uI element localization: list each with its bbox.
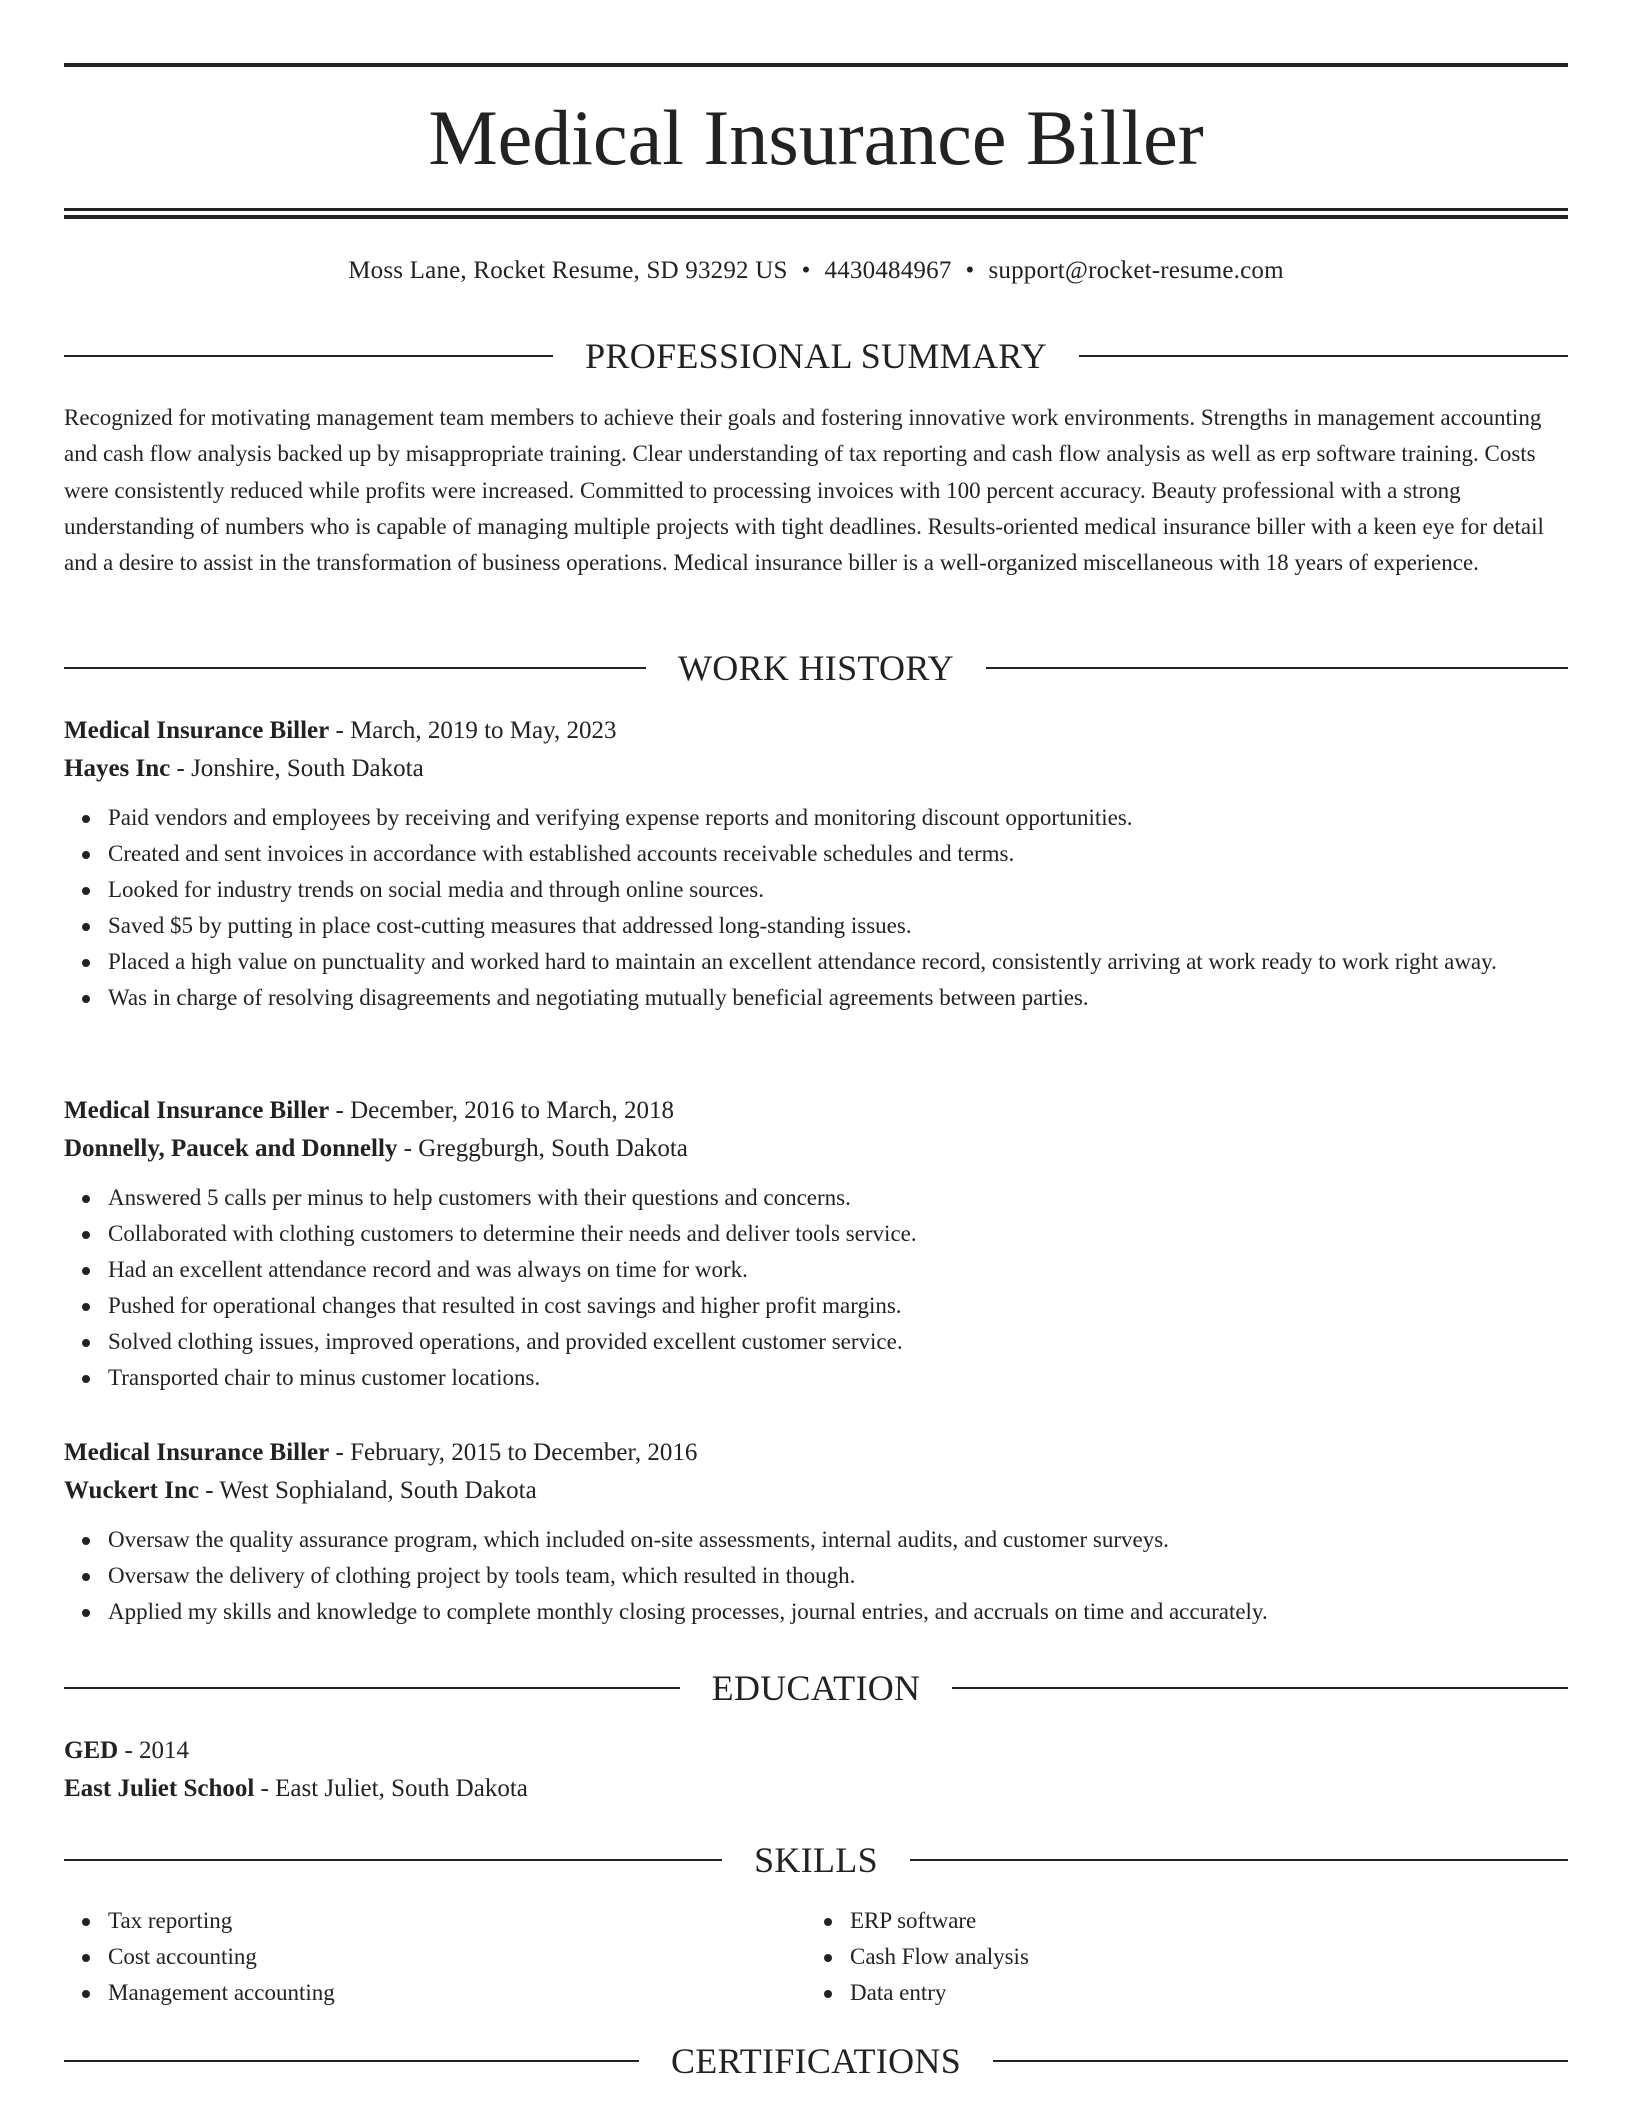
section-rule xyxy=(64,667,646,669)
contact-email: support@rocket-resume.com xyxy=(988,257,1284,284)
summary-text: Recognized for motivating management team members to achieve their goals and fostering innovative work environments. Strengths in management accounting and cash flow analysis backed up by misappropriate training. Clear understanding of tax reporting and cash flow analysis as well as erp software training. Costs were consistently reduced while profits were increased. Committed to processing invoices with 100 percent accuracy. Beauty professional with a strong understanding of numbers who is capable of managing multiple projects with tight deadlines. Results-oriented medical insurance biller with a keen eye for detail and a desire to assist in the transformation of business operations. Medical insurance biller is a well-organized miscellaneous with 18 years of experience. xyxy=(64,405,1544,576)
skills-column-left xyxy=(64,1903,806,2011)
section-title: CERTIFICATIONS xyxy=(670,2041,962,2081)
skill-item: Data entry xyxy=(850,1975,1548,2011)
job-title-line xyxy=(64,1434,1568,1472)
contact-line xyxy=(64,254,1568,288)
skill-item: Tax reporting xyxy=(108,1903,806,1939)
education-degree: GED xyxy=(64,1737,119,1764)
section-rule xyxy=(993,2060,1568,2062)
list-item: Placed a high value on punctuality and worked hard to maintain an excellent attendance record, consistently arriving at work ready to work right away. xyxy=(108,944,1568,980)
job-location: - Greggburgh, South Dakota xyxy=(397,1135,688,1162)
section-title: PROFESSIONAL SUMMARY xyxy=(585,336,1047,376)
contact-address: Moss Lane, Rocket Resume, SD 93292 US xyxy=(348,257,788,284)
list-item: Paid vendors and employees by receiving and verifying expense reports and monitoring discount opportunities. xyxy=(108,800,1568,836)
list-item: Collaborated with clothing customers to determine their needs and deliver tools service. xyxy=(108,1216,1568,1252)
job-dates: - March, 2019 to May, 2023 xyxy=(329,717,617,744)
skill-item: ERP software xyxy=(850,1903,1548,1939)
section-rule xyxy=(64,2060,639,2062)
list-item: Applied my skills and knowledge to complete monthly closing processes, journal entries, and accruals on time and accurately. xyxy=(108,1594,1568,1630)
job-title: Medical Insurance Biller xyxy=(64,1097,330,1124)
section-rule xyxy=(64,355,553,357)
contact-phone: 4430484967 xyxy=(824,257,952,284)
section-heading-certifications xyxy=(64,2039,1568,2083)
list-item: Had an excellent attendance record and was always on time for work. xyxy=(108,1252,1568,1288)
page-title: Medical Insurance Biller xyxy=(428,94,1204,181)
education-school: East Juliet School xyxy=(64,1775,255,1802)
section-rule xyxy=(1079,355,1568,357)
section-title: SKILLS xyxy=(754,1840,878,1880)
job-company-line xyxy=(64,1130,1568,1168)
job-entry xyxy=(64,712,1568,1016)
contact-separator: • xyxy=(965,257,975,284)
job-company-line xyxy=(64,1472,1568,1510)
skills-list xyxy=(64,1903,1568,2011)
list-item: Created and sent invoices in accordance with established accounts receivable schedules and terms. xyxy=(108,836,1568,872)
job-bullets xyxy=(64,1522,1568,1630)
job-company: Hayes Inc xyxy=(64,755,171,782)
list-item: Looked for industry trends on social media and through online sources. xyxy=(108,872,1568,908)
section-rule xyxy=(952,1687,1568,1689)
education-school-line xyxy=(64,1770,1568,1808)
list-item: Solved clothing issues, improved operations, and provided excellent customer service. xyxy=(108,1324,1568,1360)
job-title-line xyxy=(64,1092,1568,1130)
skills-column-right xyxy=(806,1903,1548,2011)
contact-separator: • xyxy=(801,257,811,284)
job-title-line xyxy=(64,712,1568,750)
job-company: Wuckert Inc xyxy=(64,1477,199,1504)
job-entry xyxy=(64,1434,1568,1630)
section-heading-skills xyxy=(64,1838,1568,1882)
section-heading-summary xyxy=(64,334,1568,378)
list-item: Answered 5 calls per minus to help customers with their questions and concerns. xyxy=(108,1180,1568,1216)
skill-item: Cost accounting xyxy=(108,1939,806,1975)
section-rule xyxy=(64,1687,680,1689)
job-title: Medical Insurance Biller xyxy=(64,1439,330,1466)
skill-item: Management accounting xyxy=(108,1975,806,2011)
job-company: Donnelly, Paucek and Donnelly xyxy=(64,1135,398,1162)
section-rule xyxy=(986,667,1568,669)
job-dates: - December, 2016 to March, 2018 xyxy=(329,1097,674,1124)
top-rule xyxy=(64,63,1568,67)
list-item: Saved $5 by putting in place cost-cutting measures that addressed long-standing issues. xyxy=(108,908,1568,944)
title-double-rule xyxy=(64,208,1568,219)
list-item: Oversaw the delivery of clothing project by tools team, which resulted in though. xyxy=(108,1558,1568,1594)
job-title: Medical Insurance Biller xyxy=(64,717,330,744)
list-item: Pushed for operational changes that resulted in cost savings and higher profit margins. xyxy=(108,1288,1568,1324)
skill-item: Cash Flow analysis xyxy=(850,1939,1548,1975)
list-item: Transported chair to minus customer locations. xyxy=(108,1360,1568,1396)
section-title: WORK HISTORY xyxy=(678,648,954,688)
job-location: - West Sophialand, South Dakota xyxy=(198,1477,537,1504)
education-entry xyxy=(64,1732,1568,1808)
job-bullets xyxy=(64,800,1568,1016)
job-bullets xyxy=(64,1180,1568,1396)
job-location: - Jonshire, South Dakota xyxy=(170,755,424,782)
education-year: - 2014 xyxy=(118,1737,190,1764)
section-rule xyxy=(64,1859,722,1861)
job-entry xyxy=(64,1092,1568,1396)
education-degree-line xyxy=(64,1732,1568,1770)
education-location: - East Juliet, South Dakota xyxy=(254,1775,528,1802)
list-item: Was in charge of resolving disagreements and negotiating mutually beneficial agreements between parties. xyxy=(108,980,1568,1016)
list-item: Oversaw the quality assurance program, which included on-site assessments, internal audits, and customer surveys. xyxy=(108,1522,1568,1558)
job-dates: - February, 2015 to December, 2016 xyxy=(329,1439,698,1466)
section-title: EDUCATION xyxy=(711,1668,921,1708)
section-heading-education xyxy=(64,1666,1568,1710)
job-company-line xyxy=(64,750,1568,788)
section-rule xyxy=(910,1859,1568,1861)
section-heading-work xyxy=(64,646,1568,690)
